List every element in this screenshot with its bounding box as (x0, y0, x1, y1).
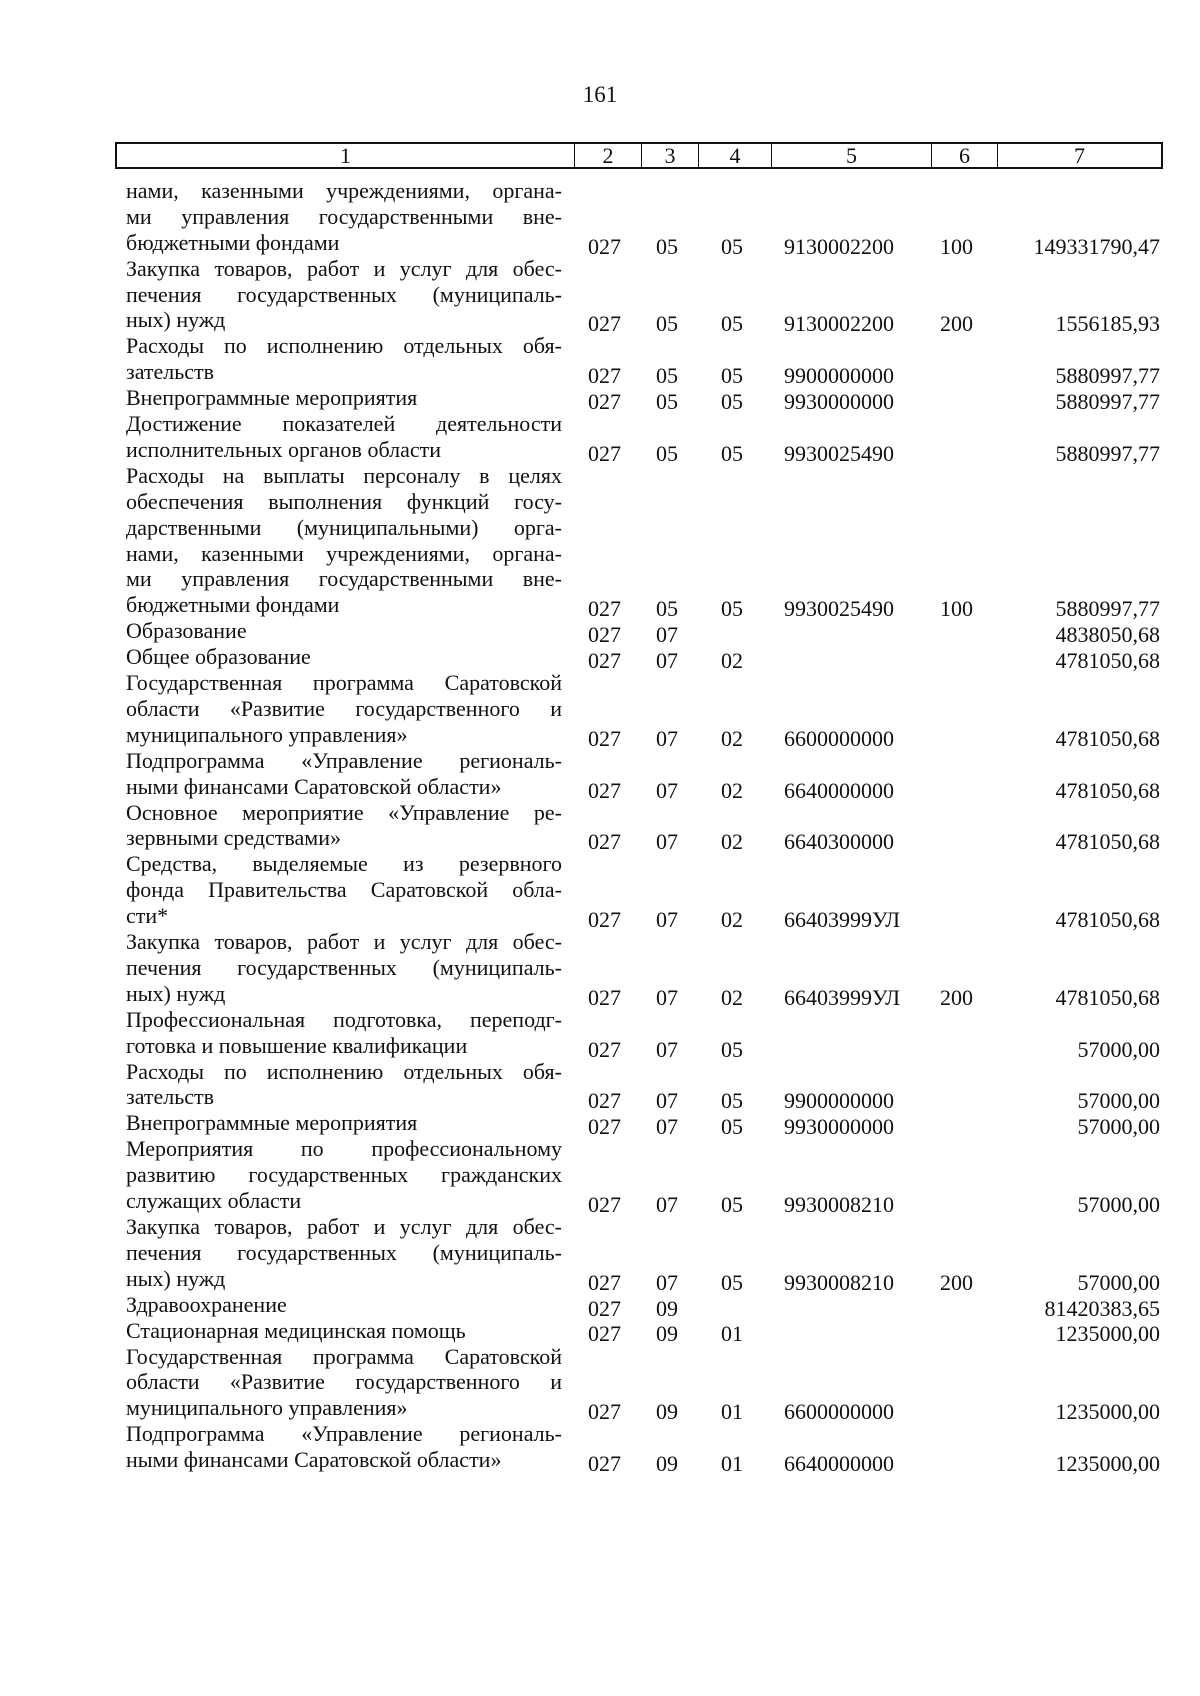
row-name-line: Внепрограммные мероприятия (126, 1110, 418, 1136)
subsection-code: 05 (721, 1088, 743, 1114)
row-name-line: Внепрограммные мероприятия (126, 385, 418, 411)
grbs-code: 027 (588, 1036, 621, 1062)
row-name-line: развитию государственных гражданских (126, 1162, 562, 1188)
amount: 4781050,68 (1055, 777, 1160, 803)
amount: 1556185,93 (1055, 311, 1160, 337)
section-code: 07 (656, 1114, 678, 1140)
grbs-code: 027 (588, 907, 621, 933)
section-code: 07 (656, 907, 678, 933)
subsection-code: 05 (721, 311, 743, 337)
grbs-code: 027 (588, 1321, 621, 1347)
grbs-code: 027 (588, 363, 621, 389)
section-code: 09 (656, 1321, 678, 1347)
section-code: 07 (656, 1036, 678, 1062)
target-article-code: 9930000000 (784, 389, 894, 415)
row-name-line: Стационарная медицинская помощь (126, 1317, 466, 1343)
section-code: 05 (656, 596, 678, 622)
table-row (0, 1006, 1200, 1062)
grbs-code: 027 (588, 622, 621, 648)
grbs-code: 027 (588, 984, 621, 1010)
subsection-code: 01 (721, 1321, 743, 1347)
amount: 1235000,00 (1055, 1399, 1160, 1425)
expense-type-code: 200 (940, 311, 973, 337)
grbs-code: 027 (588, 1088, 621, 1114)
row-name-line: Здравоохранение (126, 1291, 287, 1317)
row-name-line: печения государственных (муниципаль- (126, 954, 562, 980)
row-name-line: служащих области (126, 1188, 302, 1214)
row-name-line: ными финансами Саратовской области» (126, 773, 502, 799)
table-row (0, 672, 1200, 750)
table-row (0, 1138, 1200, 1216)
row-name-line: муниципального управления» (126, 1395, 408, 1421)
subsection-code: 05 (721, 440, 743, 466)
target-article-code: 6640300000 (784, 829, 894, 855)
subsection-code: 05 (721, 1191, 743, 1217)
section-code: 05 (656, 311, 678, 337)
grbs-code: 027 (588, 648, 621, 674)
row-name-line: печения государственных (муниципаль- (126, 281, 562, 307)
table-header (115, 142, 1163, 169)
row-name-line: исполнительных органов области (126, 436, 441, 462)
section-code: 05 (656, 389, 678, 415)
row-name-line: Государственная программа Саратовской (126, 670, 562, 696)
table-row (0, 413, 1200, 465)
target-article-code: 6600000000 (784, 1399, 894, 1425)
amount: 5880997,77 (1055, 389, 1160, 415)
amount: 4781050,68 (1055, 984, 1160, 1010)
target-article-code: 6640000000 (784, 777, 894, 803)
table-row (0, 1343, 1200, 1425)
section-code: 07 (656, 777, 678, 803)
row-name-line: Профессиональная подготовка, переподг- (126, 1006, 562, 1032)
row-name-line: области «Развитие государственного и (126, 1369, 562, 1395)
target-article-code: 9930025490 (784, 440, 894, 466)
row-name-line: Средства, выделяемые из резервного (126, 851, 562, 877)
target-article-code: 9930008210 (784, 1191, 894, 1217)
subsection-code: 02 (721, 648, 743, 674)
section-code: 07 (656, 622, 678, 648)
row-name-line: зательств (126, 1084, 215, 1110)
target-article-code: 9900000000 (784, 1088, 894, 1114)
table-row (0, 799, 1200, 855)
row-name-line: ми управления государственными вне- (126, 566, 562, 592)
section-code: 07 (656, 1269, 678, 1295)
row-name-line: Достижение показателей деятельности (126, 411, 562, 437)
row-name-line: ных) нужд (126, 1265, 226, 1291)
amount: 4838050,68 (1055, 622, 1160, 648)
row-name-line: Государственная программа Саратовской (126, 1343, 562, 1369)
header-col-6: 6 (932, 144, 998, 167)
target-article-code: 9930025490 (784, 596, 894, 622)
amount: 4781050,68 (1055, 725, 1160, 751)
amount: 57000,00 (1077, 1088, 1160, 1114)
subsection-code: 02 (721, 777, 743, 803)
subsection-code: 02 (721, 829, 743, 855)
table-row (0, 180, 1200, 258)
grbs-code: 027 (588, 1191, 621, 1217)
row-name-line: бюджетными фондами (126, 592, 340, 618)
row-name-line: зательств (126, 359, 215, 385)
subsection-code: 05 (721, 596, 743, 622)
section-code: 07 (656, 648, 678, 674)
header-col-2: 2 (575, 144, 642, 167)
grbs-code: 027 (588, 829, 621, 855)
header-col-3: 3 (642, 144, 699, 167)
table-row (0, 1423, 1200, 1475)
row-name-line: готовка и повышение квалификации (126, 1032, 468, 1058)
subsection-code: 05 (721, 363, 743, 389)
grbs-code: 027 (588, 389, 621, 415)
grbs-code: 027 (588, 1450, 621, 1476)
subsection-code: 05 (721, 1269, 743, 1295)
table-row (0, 462, 1200, 622)
amount: 1235000,00 (1055, 1321, 1160, 1347)
section-code: 07 (656, 1191, 678, 1217)
grbs-code: 027 (588, 1399, 621, 1425)
row-name-line: области «Развитие государственного и (126, 695, 562, 721)
row-name-line: Общее образование (126, 644, 311, 670)
section-code: 09 (656, 1399, 678, 1425)
expense-type-code: 200 (940, 1269, 973, 1295)
subsection-code: 01 (721, 1450, 743, 1476)
expense-type-code: 200 (940, 984, 973, 1010)
row-name-line: печения государственных (муниципаль- (126, 1239, 562, 1265)
target-article-code: 6600000000 (784, 725, 894, 751)
row-name-line: ных) нужд (126, 307, 226, 333)
row-name-line: сти* (126, 903, 169, 929)
row-name-line: зервными средствами» (126, 825, 341, 851)
target-article-code: 66403999УЛ (784, 984, 901, 1010)
table-row (0, 747, 1200, 803)
grbs-code: 027 (588, 1295, 621, 1321)
row-name-line: Закупка товаров, работ и услуг для обес- (126, 929, 562, 955)
row-name-line: Расходы на выплаты персоналу в целях (126, 462, 562, 488)
section-code: 07 (656, 984, 678, 1010)
target-article-code: 66403999УЛ (784, 907, 901, 933)
section-code: 05 (656, 363, 678, 389)
amount: 57000,00 (1077, 1114, 1160, 1140)
subsection-code: 05 (721, 1114, 743, 1140)
amount: 5880997,77 (1055, 596, 1160, 622)
section-code: 07 (656, 829, 678, 855)
table-row (0, 1216, 1200, 1294)
amount: 4781050,68 (1055, 648, 1160, 674)
amount: 4781050,68 (1055, 907, 1160, 933)
subsection-code: 05 (721, 1036, 743, 1062)
row-name-line: Закупка товаров, работ и услуг для обес- (126, 1214, 562, 1239)
expense-type-code: 100 (940, 596, 973, 622)
grbs-code: 027 (588, 440, 621, 466)
target-article-code: 9130002200 (784, 311, 894, 337)
section-code: 09 (656, 1295, 678, 1321)
amount: 57000,00 (1077, 1269, 1160, 1295)
row-name-line: муниципального управления» (126, 721, 408, 747)
row-name-line: Основное мероприятие «Управление ре- (126, 799, 562, 825)
section-code: 07 (656, 1088, 678, 1114)
amount: 57000,00 (1077, 1036, 1160, 1062)
target-article-code: 9130002200 (784, 233, 894, 259)
table-row (0, 931, 1200, 1009)
amount: 5880997,77 (1055, 363, 1160, 389)
page-number: 161 (582, 82, 618, 107)
row-name-line: нами, казенными учреждениями, органа- (126, 178, 562, 203)
subsection-code: 02 (721, 984, 743, 1010)
row-name-line: Мероприятия по профессиональному (126, 1136, 562, 1162)
amount: 81420383,65 (1044, 1295, 1160, 1321)
subsection-code: 02 (721, 907, 743, 933)
row-name-line: ных) нужд (126, 980, 226, 1006)
section-code: 05 (656, 440, 678, 466)
section-code: 05 (656, 233, 678, 259)
amount: 5880997,77 (1055, 440, 1160, 466)
grbs-code: 027 (588, 725, 621, 751)
table-row (0, 335, 1200, 387)
table-row (0, 1058, 1200, 1114)
table-row (0, 853, 1200, 931)
grbs-code: 027 (588, 233, 621, 259)
row-name-line: ными финансами Саратовской области» (126, 1447, 502, 1473)
subsection-code: 05 (721, 389, 743, 415)
header-col-1: 1 (117, 144, 575, 167)
amount: 57000,00 (1077, 1191, 1160, 1217)
amount: 4781050,68 (1055, 829, 1160, 855)
header-col-7: 7 (1074, 143, 1085, 168)
row-name-line: бюджетными фондами (126, 229, 340, 255)
header-col-4: 4 (699, 144, 772, 167)
row-name-line: Расходы по исполнению отдельных обя- (126, 333, 562, 359)
grbs-code: 027 (588, 311, 621, 337)
subsection-code: 05 (721, 233, 743, 259)
row-name-line: дарственными (муниципальными) орга- (126, 514, 562, 540)
subsection-code: 01 (721, 1399, 743, 1425)
row-name-line: Подпрограмма «Управление региональ- (126, 1421, 562, 1447)
row-name-line: Образование (126, 618, 247, 644)
grbs-code: 027 (588, 596, 621, 622)
amount: 149331790,47 (1033, 233, 1160, 259)
grbs-code: 027 (588, 777, 621, 803)
grbs-code: 027 (588, 1114, 621, 1140)
target-article-code: 9930008210 (784, 1269, 894, 1295)
target-article-code: 9930000000 (784, 1114, 894, 1140)
row-name-line: фонда Правительства Саратовской обла- (126, 877, 562, 903)
target-article-code: 6640000000 (784, 1450, 894, 1476)
row-name-line: Закупка товаров, работ и услуг для обес- (126, 255, 562, 281)
row-name-line: нами, казенными учреждениями, органа- (126, 540, 562, 566)
expense-type-code: 100 (940, 233, 973, 259)
section-code: 07 (656, 725, 678, 751)
subsection-code: 02 (721, 725, 743, 751)
amount: 1235000,00 (1055, 1450, 1160, 1476)
section-code: 09 (656, 1450, 678, 1476)
table-row (0, 255, 1200, 337)
row-name-line: Подпрограмма «Управление региональ- (126, 747, 562, 773)
target-article-code: 9900000000 (784, 363, 894, 389)
row-name-line: Расходы по исполнению отдельных обя- (126, 1058, 562, 1084)
grbs-code: 027 (588, 1269, 621, 1295)
row-name-line: ми управления государственными вне- (126, 203, 562, 229)
header-col-5: 5 (772, 144, 932, 167)
row-name-line: обеспечения выполнения функций госу- (126, 488, 562, 514)
